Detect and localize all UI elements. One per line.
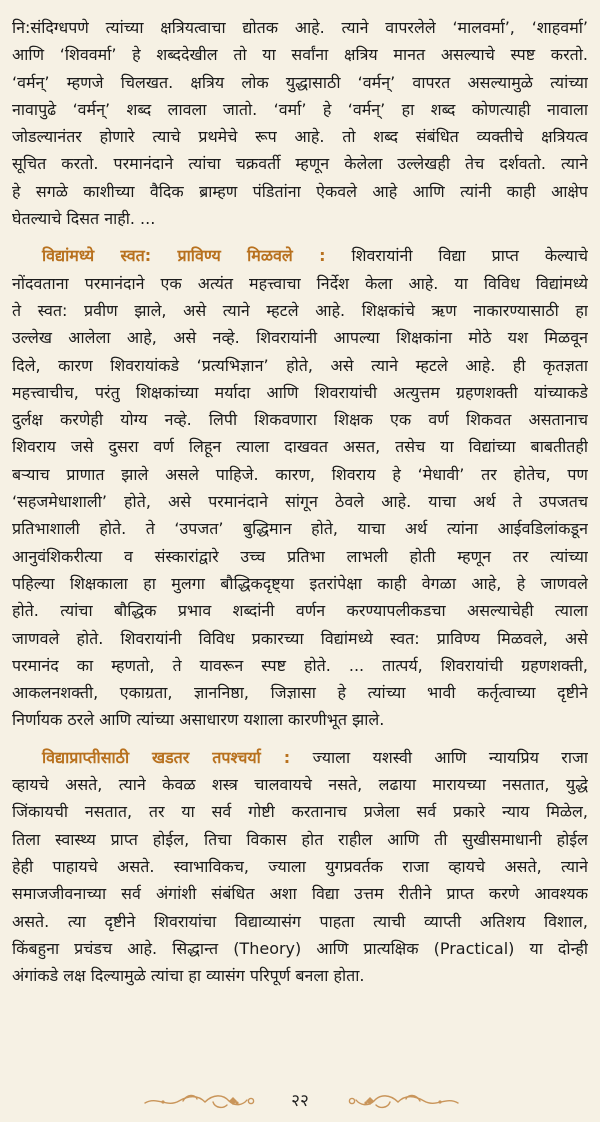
- text-line: जोडल्यानंतर होणारे त्याचे प्रथमेचे रूप आहे. तो शब्द संबंधित व्यक्तीचे क्षत्रियत्व: [12, 127, 588, 147]
- paragraph-1: [12, 14, 588, 232]
- text-line: दुर्लक्ष करणेही योग्य नव्हे. लिपी शिकवणारा शिक्षक एक वर्ण शिकवत असतानाच: [12, 410, 588, 430]
- text-line: सूचित करतो. परमानंदाने त्यांचा चक्रवर्ती म्हणून केलेला उल्लेखही तेच दर्शवतो. त्याने: [12, 154, 588, 174]
- text-line: बऱ्याच प्राणात झाले असले पाहिजे. कारण, शिवराय हे ‘मेधावी’ तर होतेच, पण: [12, 464, 588, 484]
- text-line: परमानंद का म्हणतो, ते यावरून स्पष्ट होते. ... तात्पर्य, शिवरायांची ग्रहणशक्ती,: [12, 655, 588, 675]
- text-line: किंबहुना प्रचंडच आहे. सिद्धान्त (Theory) आणि प्रात्यक्षिक (Practical) या दोन्ही: [12, 938, 588, 958]
- text-line: उल्लेख आलेला आहे, असे नव्हे. शिवरायांनी आपल्या शिक्षकांना मोठे यश मिळवून: [12, 328, 588, 348]
- text-line: [12, 744, 588, 771]
- text-line: शिवराय जसे दुसरा वर्ण लिहून त्याला दाखवत असत, तसेच या विद्यांच्या बाबतीतही: [12, 437, 588, 457]
- text-line: निर्णायक ठरले आणि त्यांच्या असाधारण यशाला कारणीभूत झाले.: [12, 710, 385, 730]
- text-line: घेतल्याचे दिसत नाही. ...: [12, 209, 156, 229]
- text-line: आकलनशक्ती, एकाग्रता, ज्ञाननिष्ठा, जिज्ञासा हे त्यांच्या भावी कर्तृत्वाच्या दृष्टीने: [12, 683, 588, 703]
- text-line: ‘वर्मन्’ म्हणजे चिलखत. क्षत्रिय लोक युद्धासाठी ‘वर्मन्’ वापरत असल्यामुळे त्यांच्या: [12, 72, 588, 92]
- text-line: समाजजीवनाच्या सर्व अंगांशी संबंधित अशा विद्या उत्तम रीतीने प्राप्त करणे आवश्यक: [12, 884, 588, 904]
- section-heading: विद्याप्राप्तीसाठी खडतर तपश्चर्या :: [42, 747, 291, 767]
- heading-continuation: ज्याला यशस्वी आणि न्यायप्रिय राजा: [312, 747, 588, 767]
- text-line: ‘सहजमेधाशाली’ होते, असे परमानंदाने सांगून ठेवले आहे. याचा अर्थ ते उपजतच: [12, 492, 588, 512]
- text-line: ते स्वत: प्रवीण झाले, असे त्याने म्हटले आहे. शिक्षकांचे ऋण नाकारण्यासाठी हा: [12, 300, 588, 320]
- text-line: आणि ‘शिववर्मा’ हे शब्ददेखील तो या सर्वांना क्षत्रिय मानत असल्याचे स्पष्ट करतो.: [12, 45, 588, 65]
- text-line: हेही पाहायचे असते. स्वाभाविकच, ज्याला युगप्रवर्तक राजा व्हायचे असते, त्याने: [12, 856, 588, 876]
- text-line: तिला स्वास्थ्य प्राप्त होईल, तिचा विकास होत राहील आणि ती सुखीसमाधानी होईल: [12, 829, 588, 849]
- floral-ornament-icon: [143, 1090, 257, 1112]
- text-line: आनुवंशिकरीत्या व संस्कारांद्वारे उच्च प्रतिभा लाभली होती म्हणून तर त्यांच्या: [12, 546, 588, 566]
- text-line: असते. त्या दृष्टीने शिवरायांचा विद्याव्यासंग पाहता त्याची व्याप्ती अतिशय विशाल,: [12, 911, 588, 931]
- text-line: व्हायचे असते, त्याने केवळ शस्त्र चालवायचे नसते, लढाया मारायच्या नसतात, युद्धे: [12, 775, 588, 795]
- text-line: हे सगळे काशीच्या वैदिक ब्राम्हण पंडितांना ऐकवले आहे आणि त्यांनी काही आक्षेप: [12, 181, 588, 201]
- heading-continuation: शिवरायांनी विद्या प्राप्त केल्याचे: [351, 246, 588, 266]
- page-number: २२: [291, 1091, 309, 1111]
- paragraph-2: [12, 242, 588, 733]
- text-line: नोंदवताना परमानंदाने एक अत्यंत महत्त्वाचा निर्देश केला आहे. या विविध विद्यांमध्ये: [12, 273, 588, 293]
- text-line: दिले, कारण शिवरायांकडे ‘प्रत्यभिज्ञान’ होते, असे त्याने म्हटले आहे. ही कृतज्ञता: [12, 355, 588, 375]
- text-line: अंगांकडे लक्ष दिल्यामुळे त्यांचा हा व्यासंग परिपूर्ण बनला होता.: [12, 966, 365, 986]
- text-line: जाणवले होते. शिवरायांनी विविध प्रकारच्या विद्यांमध्ये स्वत: प्राविण्य मिळवले, असे: [12, 628, 588, 648]
- text-line: प्रतिभाशाली होते. ते ‘उपजत’ बुद्धिमान होते, याचा अर्थ त्यांना आईवडिलांकडून: [12, 519, 588, 539]
- section-heading: विद्यांमध्ये स्वत: प्राविण्य मिळवले :: [42, 246, 326, 266]
- text-line: नावापुढे ‘वर्मन्’ शब्द लावला जातो. ‘वर्मा’ हे ‘वर्मन्’ हा शब्द कोणत्याही नावाला: [12, 99, 588, 119]
- floral-ornament-icon: [346, 1090, 460, 1112]
- page-footer: [0, 1088, 600, 1114]
- text-line: होते. त्यांचा बौद्धिक प्रभाव शब्दांनी वर्णन करण्यापलीकडचा असल्याचेही त्याला: [12, 601, 588, 621]
- text-line: महत्त्वाचीच, परंतु शिक्षकांच्या मर्यादा आणि शिवरायांची अत्युत्तम ग्रहणशक्ती यांच्याकडे: [12, 382, 588, 402]
- text-line: पहिल्या शिक्षकाला हा मुलगा बौद्धिकदृष्ट्या इतरांपेक्षा काही वेगळा आहे, हे जाणवले: [12, 573, 588, 593]
- text-line: [12, 242, 588, 269]
- text-line: नि:संदिग्धपणे त्यांच्या क्षत्रियत्वाचा द्योतक आहे. त्याने वापरलेले ‘मालवर्मा’, ‘शाहवर्मा’: [12, 18, 588, 37]
- text-line: जिंकायची नसतात, तर या सर्व गोष्टी करतानाच प्रजेला सर्व प्रकारे न्याय मिळेल,: [12, 802, 588, 822]
- paragraph-3: [12, 744, 588, 990]
